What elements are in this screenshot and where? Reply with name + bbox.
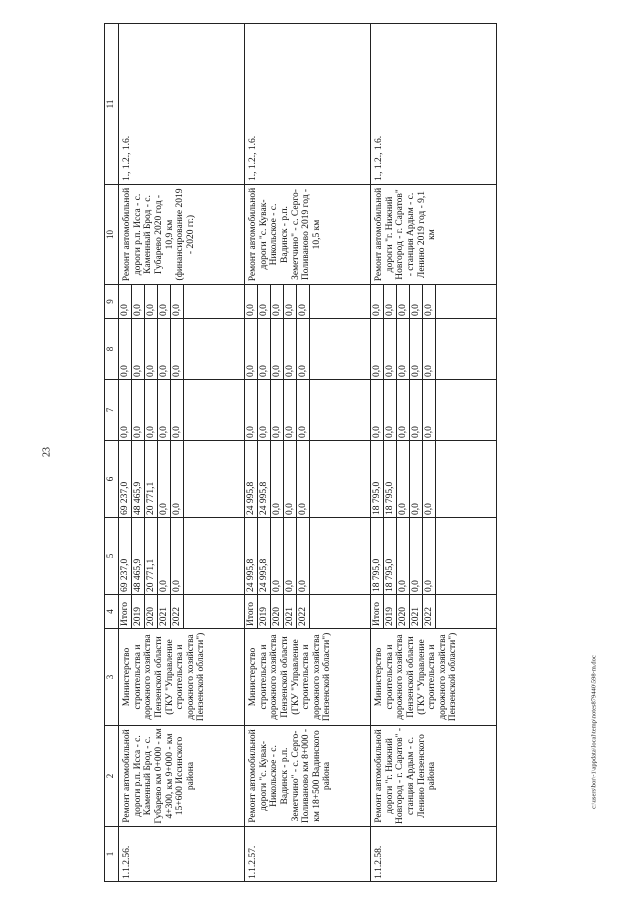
value-col9: 0,0 [145, 285, 158, 319]
value-total: 0,0 [284, 518, 297, 595]
value-regional: 0,0 [397, 441, 410, 518]
value-col8: 0,0 [297, 319, 310, 380]
value-col9: 0,0 [158, 285, 171, 319]
year-cell: Итого [119, 595, 132, 629]
value-col9: 0,0 [384, 285, 397, 319]
value-col7: 0,0 [119, 380, 132, 441]
value-col8: 0,0 [423, 319, 436, 380]
activity-number: 1.1.2.58. [371, 827, 497, 882]
blank-cell [436, 319, 497, 380]
value-total: 0,0 [423, 518, 436, 595]
value-regional: 24 995,8 [258, 441, 271, 518]
year-cell: 2020 [397, 595, 410, 629]
value-col8: 0,0 [245, 319, 258, 380]
value-col7: 0,0 [258, 380, 271, 441]
year-cell: Итого [371, 595, 384, 629]
value-col7: 0,0 [384, 380, 397, 441]
year-cell: 2019 [258, 595, 271, 629]
column-header-9: 9 [105, 285, 119, 319]
table-row [371, 24, 384, 882]
column-header-11: 11 [105, 24, 119, 185]
rotated-table-container [104, 24, 579, 882]
value-regional: 24 995,8 [245, 441, 258, 518]
year-cell: Итого [245, 595, 258, 629]
value-regional: 0,0 [410, 441, 423, 518]
activity-number: 1.1.2.57. [245, 827, 371, 882]
blank-cell [436, 595, 497, 629]
header-row [105, 24, 119, 882]
column-header-8: 8 [105, 319, 119, 380]
blank-cell [310, 380, 371, 441]
value-col8: 0,0 [371, 319, 384, 380]
value-regional: 48 465,9 [132, 441, 145, 518]
activity-name: Ремонт автомобильной дороги р.п. Исса - с. Каменный Брод - с. Губарево км 0+000 - км 4+300, км 9+000 - км 15+600 Иссинского района [119, 726, 245, 827]
value-total: 69 237,0 [119, 518, 132, 595]
table-row [119, 24, 132, 882]
value-col9: 0,0 [271, 285, 284, 319]
value-total: 18 795,0 [371, 518, 384, 595]
activity-executor: Министерство строительства и дорожного хозяйства Пензенской области (ГКУ "Управление строительства и дорожного хозяйства Пензенской области") [119, 629, 245, 726]
year-cell: 2021 [284, 595, 297, 629]
year-cell: 2020 [271, 595, 284, 629]
value-col7: 0,0 [297, 380, 310, 441]
column-header-10: 10 [105, 185, 119, 285]
program-activities-table [104, 23, 497, 882]
value-col8: 0,0 [258, 319, 271, 380]
value-col7: 0,0 [397, 380, 410, 441]
value-total: 0,0 [158, 518, 171, 595]
year-cell: 2022 [423, 595, 436, 629]
value-total: 18 795,0 [384, 518, 397, 595]
value-col8: 0,0 [145, 319, 158, 380]
value-col9: 0,0 [423, 285, 436, 319]
value-total: 0,0 [297, 518, 310, 595]
expected-result: Ремонт автомобильной дороги р.п. Исса - с. Каменный Брод - с. Губарево 2020 год - 10,9 км (финансирование 2019 - 2020 гг.) [119, 185, 245, 285]
value-col9: 0,0 [171, 285, 184, 319]
column-header-2: 2 [105, 726, 119, 827]
value-col8: 0,0 [271, 319, 284, 380]
value-col8: 0,0 [410, 319, 423, 380]
value-regional: 69 237,0 [119, 441, 132, 518]
column-header-4: 4 [105, 595, 119, 629]
blank-cell [184, 518, 245, 595]
value-col7: 0,0 [271, 380, 284, 441]
value-total: 24 995,8 [258, 518, 271, 595]
blank-cell [310, 518, 371, 595]
column-header-7: 7 [105, 380, 119, 441]
activity-executor: Министерство строительства и дорожного хозяйства Пензенской области (ГКУ "Управление строительства и дорожного хозяйства Пензенской области") [371, 629, 497, 726]
table-row [245, 24, 258, 882]
year-cell: 2022 [297, 595, 310, 629]
value-col9: 0,0 [371, 285, 384, 319]
value-total: 0,0 [271, 518, 284, 595]
value-col9: 0,0 [245, 285, 258, 319]
activity-name: Ремонт автомобильной дороги "с. Кувак-Никольское - с. Вадинск - р.п. Земетчино" - с. Серго-Поливаново км 8+000 - км 18+500 Вадинского района [245, 726, 371, 827]
value-total: 0,0 [410, 518, 423, 595]
value-col7: 0,0 [423, 380, 436, 441]
column-header-5: 5 [105, 518, 119, 595]
value-total: 48 465,9 [132, 518, 145, 595]
value-col7: 0,0 [410, 380, 423, 441]
blank-cell [310, 285, 371, 319]
activity-number: 1.1.2.56. [119, 827, 245, 882]
year-cell: 2022 [171, 595, 184, 629]
value-col9: 0,0 [132, 285, 145, 319]
blank-cell [184, 319, 245, 380]
value-col7: 0,0 [284, 380, 297, 441]
blank-cell [184, 595, 245, 629]
column-header-3: 3 [105, 629, 119, 726]
year-cell: 2021 [410, 595, 423, 629]
value-col8: 0,0 [171, 319, 184, 380]
blank-cell [310, 319, 371, 380]
value-col7: 0,0 [132, 380, 145, 441]
value-regional: 18 795,0 [384, 441, 397, 518]
value-col9: 0,0 [284, 285, 297, 319]
year-cell: 2021 [158, 595, 171, 629]
value-total: 20 771,1 [145, 518, 158, 595]
value-col8: 0,0 [397, 319, 410, 380]
year-cell: 2019 [384, 595, 397, 629]
value-col8: 0,0 [384, 319, 397, 380]
blank-cell [436, 441, 497, 518]
blank-cell [184, 441, 245, 518]
expected-result: Ремонт автомобильной дороги "с. Кувак-Никольское - с. Вадинск - р.п. Земетчино" - с. Серго-Поливаново 2019 год - 10,5 км [245, 185, 371, 285]
value-regional: 0,0 [158, 441, 171, 518]
blank-cell [436, 380, 497, 441]
blank-cell [436, 285, 497, 319]
value-total: 0,0 [397, 518, 410, 595]
value-col9: 0,0 [297, 285, 310, 319]
value-col7: 0,0 [145, 380, 158, 441]
blank-cell [184, 380, 245, 441]
indicator-refs: 1., 1.2., 1.6. [371, 24, 497, 185]
blank-cell [310, 441, 371, 518]
value-col7: 0,0 [245, 380, 258, 441]
value-col9: 0,0 [258, 285, 271, 319]
table-body [119, 24, 497, 882]
value-regional: 0,0 [171, 441, 184, 518]
value-col7: 0,0 [158, 380, 171, 441]
value-regional: 0,0 [297, 441, 310, 518]
year-cell: 2020 [145, 595, 158, 629]
column-header-1: 1 [105, 827, 119, 882]
page-number: 23 [41, 447, 53, 457]
value-col9: 0,0 [119, 285, 132, 319]
value-col7: 0,0 [371, 380, 384, 441]
value-col8: 0,0 [284, 319, 297, 380]
value-col8: 0,0 [158, 319, 171, 380]
value-regional: 0,0 [284, 441, 297, 518]
value-total: 0,0 [171, 518, 184, 595]
activity-executor: Министерство строительства и дорожного хозяйства Пензенской области (ГКУ "Управление строительства и дорожного хозяйства Пензенской области") [245, 629, 371, 726]
expected-result: Ремонт автомобильной дороги "г. Нижний Новгород - г. Саратов" - станция Ардым - с. Ленино 2019 год - 9,1 км [371, 185, 497, 285]
activity-name: Ремонт автомобильной дороги "г. Нижний Новгород - г. Саратов" - станция Ардым - с. Ленино Пензенского района [371, 726, 497, 827]
footer-file-path: c:\users\bor\-1\appdata\local\temp\notes879440\598-m.doc [590, 655, 598, 809]
blank-cell [184, 285, 245, 319]
indicator-refs: 1., 1.2., 1.6. [245, 24, 371, 185]
value-col8: 0,0 [119, 319, 132, 380]
value-regional: 20 771,1 [145, 441, 158, 518]
value-col8: 0,0 [132, 319, 145, 380]
value-col9: 0,0 [397, 285, 410, 319]
value-regional: 0,0 [271, 441, 284, 518]
year-cell: 2019 [132, 595, 145, 629]
value-total: 24 995,8 [245, 518, 258, 595]
value-col9: 0,0 [410, 285, 423, 319]
value-col7: 0,0 [171, 380, 184, 441]
indicator-refs: 1., 1.2., 1.6. [119, 24, 245, 185]
column-header-6: 6 [105, 441, 119, 518]
value-regional: 18 795,0 [371, 441, 384, 518]
blank-cell [310, 595, 371, 629]
value-regional: 0,0 [423, 441, 436, 518]
blank-cell [436, 518, 497, 595]
